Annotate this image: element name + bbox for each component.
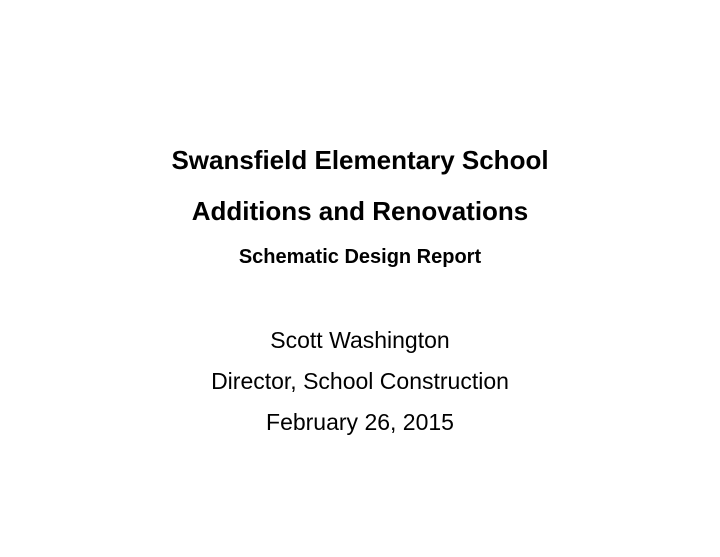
- slide-title-line-2: Additions and Renovations: [191, 196, 529, 226]
- presenter-name: Scott Washington: [270, 327, 450, 353]
- slide-title-line-1: Swansfield Elementary School: [171, 145, 549, 175]
- slide-subtitle: Schematic Design Report: [238, 246, 482, 268]
- presenter-role: Director, School Construction: [211, 368, 509, 394]
- presentation-date: February 26, 2015: [266, 409, 454, 435]
